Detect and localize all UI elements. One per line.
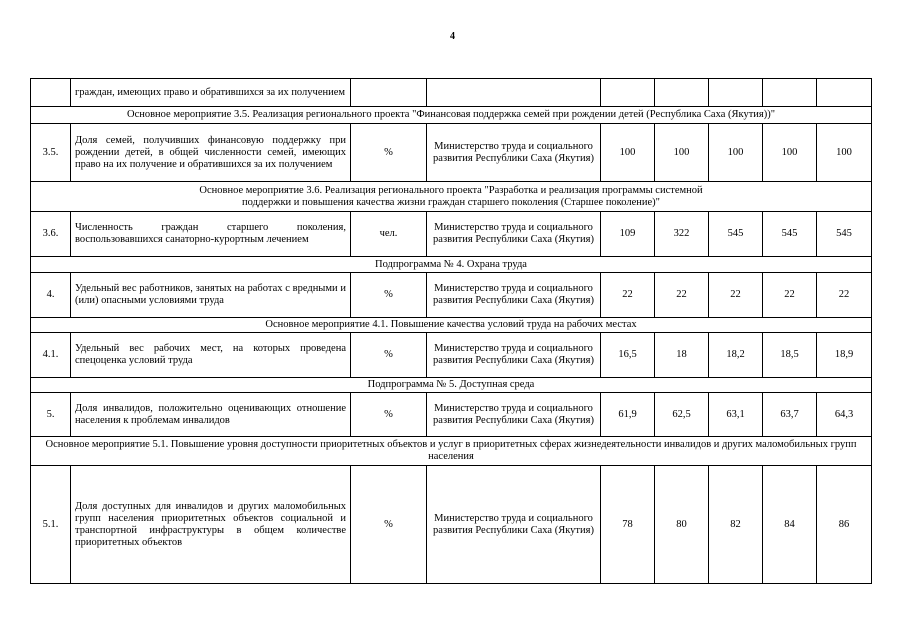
- value-cell: 64,3: [817, 393, 872, 437]
- table-row: [31, 212, 872, 257]
- unit-cell: %: [351, 466, 427, 584]
- row-number: 4.1.: [31, 333, 71, 378]
- value-cell: 84: [763, 466, 817, 584]
- value-cell: 78: [601, 466, 655, 584]
- row-number: 5.1.: [31, 466, 71, 584]
- table-row: [31, 333, 872, 378]
- value-cell: [655, 79, 709, 107]
- value-cell: 100: [763, 124, 817, 182]
- value-cell: 18,9: [817, 333, 872, 378]
- subprogram-header: Подпрограмма № 5. Доступная среда: [31, 378, 872, 393]
- indicator-name: Численность граждан старшего поколения, воспользовавшихся санаторно-курортным лечением: [71, 212, 351, 257]
- responsible-cell: [427, 79, 601, 107]
- row-number: [31, 79, 71, 107]
- value-cell: 100: [709, 124, 763, 182]
- row-number: 3.5.: [31, 124, 71, 182]
- value-cell: 100: [601, 124, 655, 182]
- section-header-row: [31, 437, 872, 466]
- unit-cell: %: [351, 124, 427, 182]
- table-row: [31, 466, 872, 584]
- value-cell: 22: [655, 273, 709, 318]
- value-cell: 22: [601, 273, 655, 318]
- value-cell: 82: [709, 466, 763, 584]
- indicator-name: Удельный вес рабочих мест, на которых проведена спецоценка условий труда: [71, 333, 351, 378]
- unit-cell: %: [351, 393, 427, 437]
- value-cell: 18: [655, 333, 709, 378]
- responsible-cell: Министерство труда и социального развития Республики Саха (Якутия): [427, 333, 601, 378]
- value-cell: 63,1: [709, 393, 763, 437]
- value-cell: [709, 79, 763, 107]
- value-cell: 22: [763, 273, 817, 318]
- section-header: Основное мероприятие 4.1. Повышение качества условий труда на рабочих местах: [31, 318, 872, 333]
- responsible-cell: Министерство труда и социального развития Республики Саха (Якутия): [427, 273, 601, 318]
- value-cell: 545: [709, 212, 763, 257]
- value-cell: 16,5: [601, 333, 655, 378]
- unit-cell: %: [351, 273, 427, 318]
- table-row: [31, 79, 872, 107]
- section-header: Основное мероприятие 3.6. Реализация регионального проекта "Разработка и реализация программы системной поддержки и повышения качества жизни граждан старшего поколения (Старшее поколение)": [31, 182, 872, 212]
- value-cell: 22: [817, 273, 872, 318]
- value-cell: 61,9: [601, 393, 655, 437]
- responsible-cell: Министерство труда и социального развития Республики Саха (Якутия): [427, 393, 601, 437]
- value-cell: 18,5: [763, 333, 817, 378]
- indicators-table: [30, 78, 872, 584]
- section-header-row: [31, 182, 872, 212]
- indicator-name: Доля семей, получивших финансовую поддержку при рождении детей, в общей численности семей, имеющих право на их получение и обратившихся за их получением: [71, 124, 351, 182]
- value-cell: 545: [763, 212, 817, 257]
- section-header: Основное мероприятие 5.1. Повышение уровня доступности приоритетных объектов и услуг в приоритетных сферах жизнедеятельности инвалидов и других маломобильных групп населения: [31, 437, 872, 466]
- responsible-cell: Министерство труда и социального развития Республики Саха (Якутия): [427, 124, 601, 182]
- value-cell: 18,2: [709, 333, 763, 378]
- value-cell: 22: [709, 273, 763, 318]
- section-header-row: [31, 107, 872, 124]
- value-cell: 545: [817, 212, 872, 257]
- row-number: 5.: [31, 393, 71, 437]
- value-cell: 86: [817, 466, 872, 584]
- page-number: 4: [450, 31, 455, 42]
- subprogram-header-row: [31, 257, 872, 273]
- section-header: Основное мероприятие 3.5. Реализация регионального проекта "Финансовая поддержка семей при рождении детей (Республика Саха (Якутия))": [31, 107, 872, 124]
- unit-cell: %: [351, 333, 427, 378]
- responsible-cell: Министерство труда и социального развития Республики Саха (Якутия): [427, 212, 601, 257]
- subprogram-header-row: [31, 378, 872, 393]
- row-number: 4.: [31, 273, 71, 318]
- table-row: [31, 124, 872, 182]
- value-cell: 100: [817, 124, 872, 182]
- value-cell: 63,7: [763, 393, 817, 437]
- row-number: 3.6.: [31, 212, 71, 257]
- unit-cell: [351, 79, 427, 107]
- subprogram-header: Подпрограмма № 4. Охрана труда: [31, 257, 872, 273]
- value-cell: 100: [655, 124, 709, 182]
- value-cell: 109: [601, 212, 655, 257]
- value-cell: [817, 79, 872, 107]
- value-cell: [601, 79, 655, 107]
- table-row: [31, 393, 872, 437]
- section-header-row: [31, 318, 872, 333]
- value-cell: [763, 79, 817, 107]
- indicator-name: Доля инвалидов, положительно оценивающих отношение населения к проблемам инвалидов: [71, 393, 351, 437]
- value-cell: 322: [655, 212, 709, 257]
- indicator-name: Доля доступных для инвалидов и других маломобильных групп населения приоритетных объектов социальной и транспортной инфраструктуры в общем количестве приоритетных объектов: [71, 466, 351, 584]
- value-cell: 62,5: [655, 393, 709, 437]
- unit-cell: чел.: [351, 212, 427, 257]
- indicator-name: Удельный вес работников, занятых на работах с вредными и (или) опасными условиями труда: [71, 273, 351, 318]
- value-cell: 80: [655, 466, 709, 584]
- responsible-cell: Министерство труда и социального развития Республики Саха (Якутия): [427, 466, 601, 584]
- table-row: [31, 273, 872, 318]
- indicator-name: граждан, имеющих право и обратившихся за их получением: [71, 79, 351, 107]
